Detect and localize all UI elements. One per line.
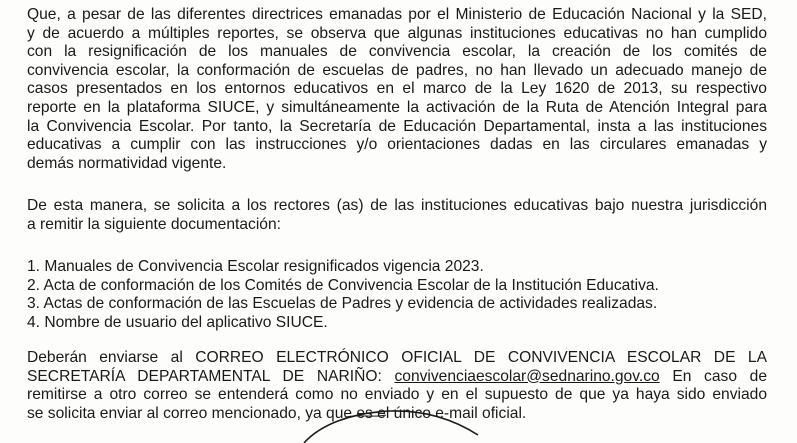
text-segment: SECRETARÍA DEPARTAMENTAL DE NARIÑO:: [27, 367, 395, 385]
list-item: 4. Nombre de usuario del aplicativo SIUCE.: [27, 313, 328, 331]
text-line: reporte en la plataforma SIUCE, y simultáneamente la activación de la Ruta de Atención Integral para: [27, 98, 767, 116]
text-line: [27, 368, 767, 387]
text-segment: En caso de: [659, 367, 768, 385]
email-link[interactable]: convivenciaescolar@sednarino.gov.co: [394, 367, 660, 385]
text-line: Deberán enviarse al CORREO ELECTRÓNICO OFICIAL DE CONVIVENCIA ESCOLAR DE LA: [27, 349, 767, 366]
text-line: Que, a pesar de las diferentes directrices emanadas por el Ministerio de Educación Nacional y la SED,: [27, 6, 767, 23]
signature-stroke: [290, 405, 490, 443]
text-line: la Convivencia Escolar. Por tanto, la Secretaría de Educación Departamental, insta a las instituciones: [27, 117, 767, 135]
paragraph-request: [27, 197, 767, 234]
text-line: se solicita enviar al correo mencionado, ya que es el único e-mail oficial.: [27, 404, 527, 422]
list-item: 1. Manuales de Convivencia Escolar resignificados vigencia 2023.: [27, 258, 484, 275]
text-line: y de acuerdo a múltiples reportes, se observa que algunas instituciones educativas no han cumplido: [27, 24, 767, 42]
text-line: De esta manera, se solicita a los rectores (as) de las instituciones educativas bajo nuestra jurisdicción: [27, 197, 767, 214]
text-line: educativas a cumplir con las instrucciones y/o orientaciones dadas en las circulares emanadas y: [27, 136, 767, 154]
text-line: con la resignificación de los manuales de convivencia escolar, la creación de los comités de: [27, 43, 767, 61]
text-line: convivencia escolar, la conformación de escuelas de padres, no han llevado un adecuado manejo de: [27, 61, 767, 79]
documentation-list: [27, 258, 767, 332]
text-line: demás normatividad vigente.: [27, 154, 227, 172]
text-line: remitirse a otro correo se entenderá como no enviado y en el supuesto de que ya haya sido enviado: [27, 386, 767, 404]
list-item: 3. Actas de conformación de las Escuelas de Padres y evidencia de actividades realizadas.: [27, 295, 658, 313]
list-item: 2. Acta de conformación de los Comités de Convivencia Escolar de la Institución Educativa.: [27, 276, 659, 294]
text-line: casos presentados en los entornos educativos en el marco de la Ley 1620 de 2013, su respectivo: [27, 80, 767, 98]
text-line: a remitir la siguiente documentación:: [27, 215, 281, 233]
paragraph-directives: [27, 6, 767, 173]
